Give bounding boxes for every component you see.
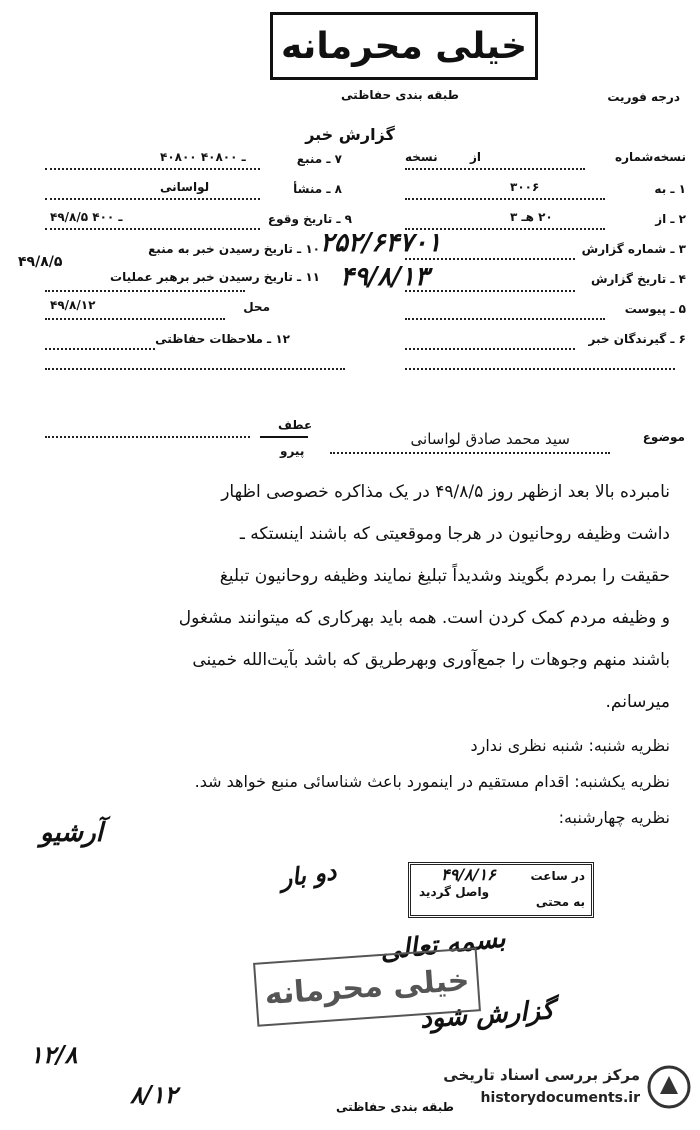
handwriting-note-2: گزارش شود bbox=[419, 995, 555, 1035]
classification-caption: طبقه بندی حفاظتی bbox=[341, 88, 459, 102]
place-value: ۴۹/۸/۱۲ bbox=[50, 298, 96, 312]
security-notes-label: ۱۲ ـ ملاحظات حفاظتی bbox=[155, 332, 290, 346]
report-date-value: ۴۹/۸/۱۳ bbox=[340, 262, 429, 292]
watermark-logo-icon bbox=[646, 1064, 692, 1110]
recipients-label: ۶ ـ گیرندگان خبر bbox=[588, 332, 686, 346]
watermark bbox=[420, 1060, 692, 1120]
watermark-org: مرکز بررسی اسناد تاریخی bbox=[443, 1066, 640, 1084]
handwriting-note-1: بسمه تعالی bbox=[378, 923, 507, 967]
report-date-label: ۴ ـ تاریخ گزارش bbox=[590, 272, 686, 286]
from-value: ۲۰ هـ ۳ bbox=[510, 210, 553, 224]
copy-number-extra: نسخه bbox=[405, 150, 438, 164]
receipt-stamp bbox=[408, 862, 594, 918]
copy-number-from: از bbox=[470, 150, 482, 164]
body-line: نامبرده بالا بعد ازظهر روز ۴۹/۸/۵ در یک مذاکره خصوصی اظهار bbox=[221, 482, 670, 502]
classification-stamp-secondary: خیلی محرمانه bbox=[253, 947, 481, 1026]
to-label: ۱ ـ به bbox=[654, 182, 686, 196]
origin-label: ۸ ـ منشأ bbox=[293, 182, 342, 196]
receipt-stamp-line1: در ساعت bbox=[530, 869, 585, 883]
receipt-source-value: ۴۹/۸/۵ bbox=[18, 254, 63, 270]
atf-label: عطف bbox=[278, 418, 313, 432]
copy-number-label: نسخه‌شماره bbox=[615, 150, 686, 164]
comment-sunday: نظریه یکشنبه: اقدام مستقیم در اینمورد باعث شناسائی منبع خواهد شد. bbox=[194, 772, 670, 791]
watermark-url: historydocuments.ir bbox=[480, 1090, 640, 1106]
peyro-label: پیرو bbox=[280, 444, 305, 458]
to-value: ۳۰۰۶ bbox=[510, 180, 540, 194]
report-title: گزارش خبر bbox=[305, 125, 395, 144]
body-line: حقیقت را بمردم بگویند وشدیداً تبلیغ نمایند وظیفه روحانیون تبلیغ bbox=[219, 566, 670, 586]
handwriting-date-b: ۸/۱۲ bbox=[130, 1080, 178, 1109]
place-label: محل bbox=[243, 300, 270, 314]
priority-label: درجه فوریت bbox=[607, 90, 680, 104]
attachment-label: ۵ ـ پیوست bbox=[624, 302, 686, 316]
receipt-source-label: ۱۰ ـ تاریخ رسیدن خبر به منبع bbox=[148, 242, 320, 256]
occurrence-date-value: ۴۹/۸/۵ ـ ۴۰۰ bbox=[50, 210, 123, 224]
subject-value: سید محمد صادق لواسانی bbox=[410, 430, 570, 448]
comment-saturday: نظریه شنبه: شنبه نظری ندارد bbox=[470, 736, 670, 755]
occurrence-date-label: ۹ ـ تاریخ وقوع bbox=[267, 212, 352, 226]
body-line: باشند منهم وجوهات را جمع‌آوری وبهرطریق که باشد بآیت‌الله خمینی bbox=[192, 650, 670, 670]
handwriting-marginal-1: آرشیو bbox=[40, 818, 103, 848]
handwriting-marginal-2: دو بار bbox=[278, 856, 338, 893]
origin-value: لواسانی bbox=[160, 180, 210, 194]
receipt-stamp-line3: به محتی bbox=[535, 895, 585, 909]
from-label: ۲ ـ از bbox=[655, 212, 686, 226]
report-number-value: ۲۵۲/۶۴۷۰۱ bbox=[320, 228, 442, 258]
receipt-stamp-line2: واصل گردید bbox=[419, 885, 490, 899]
footer-classification-caption: طبقه بندی حفاظتی bbox=[336, 1100, 454, 1114]
classification-stamp: خیلی محرمانه bbox=[270, 12, 538, 80]
body-line: داشت وظیفه روحانیون در هرجا وموقعیتی که باشند اینستکه ـ bbox=[239, 524, 670, 544]
comment-wednesday: نظریه چهارشنبه: bbox=[558, 808, 670, 827]
body-line: و وظیفه مردم کمک کردن است. همه باید بهرکاری که میتوانند مشغول bbox=[178, 608, 670, 628]
receipt-leader-label: ۱۱ ـ تاریخ رسیدن خبر برهبر عملیات bbox=[110, 270, 320, 284]
receipt-stamp-date: ۴۹/۸/۱۶ bbox=[441, 865, 496, 884]
subject-label: موضوع bbox=[642, 430, 685, 444]
source-value: ۴۰۸۰۰ ـ ۴۰۸۰۰ bbox=[160, 150, 246, 164]
source-label: ۷ ـ منبع bbox=[296, 152, 342, 166]
report-number-label: ۳ ـ شماره گزارش bbox=[581, 242, 686, 256]
body-line: میرسانم. bbox=[605, 692, 670, 712]
handwriting-date-a: ۱۲/۸ bbox=[30, 1040, 78, 1069]
